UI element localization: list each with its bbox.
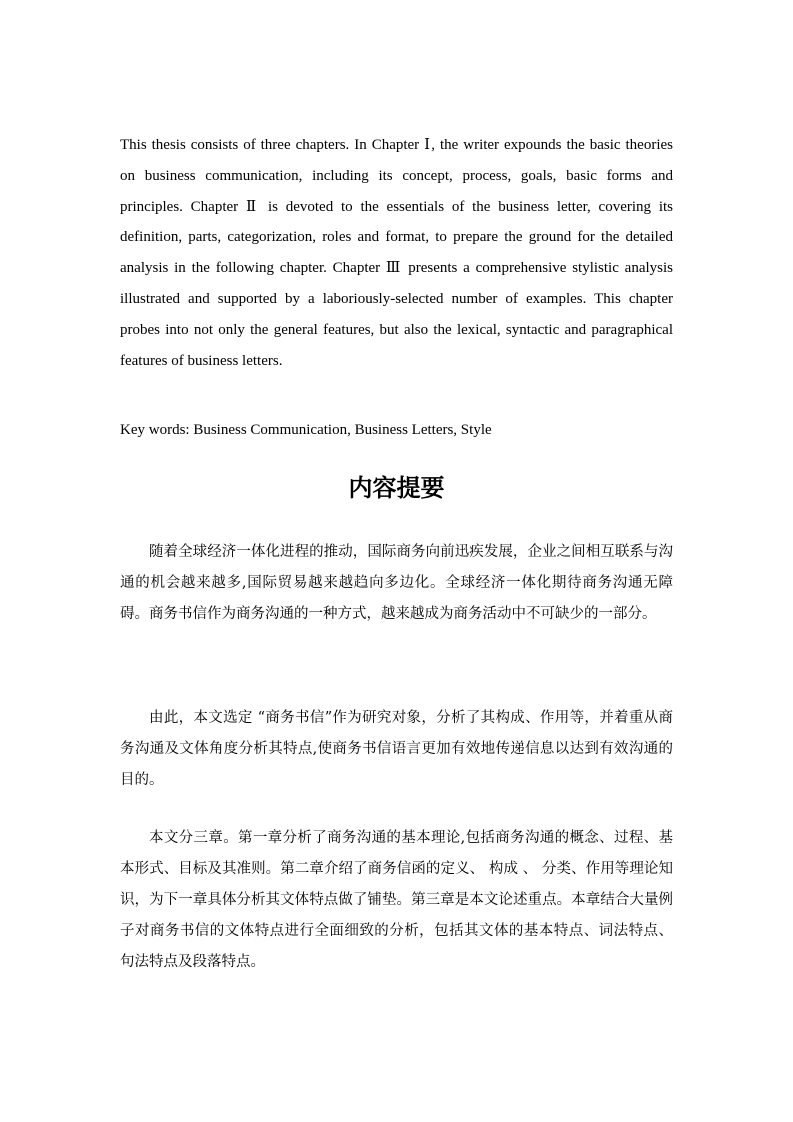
keywords-line: Key words: Business Communication, Business Letters, Style [120,422,492,438]
chinese-abstract-paragraph-2: 由此，本文选定 “商务书信”作为研究对象，分析了其构成、作用等，并着重从商务沟通及文体角度分析其特点,使商务书信语言更加有效地传递信息以达到有效沟通的目的。 [120,710,673,788]
chinese-abstract-paragraph-3: 本文分三章。第一章分析了商务沟通的基本理论,包括商务沟通的概念、过程、基本形式、目标及其准则。第二章介绍了商务信函的定义、 构成 、 分类、作用等理论知识，为下一章具体分析其文体特点做了铺垫。第三章是本文论述重点。本章结合大量例子对商务书信的文体特点进行全面细致的分析，包括其文体的基本特点、词法特点、 句法特点及段落特点。 [120,830,673,970]
chinese-abstract-title: 内容提要 [348,473,445,502]
english-abstract-paragraph: This thesis consists of three chapters. In Chapter Ⅰ, the writer expounds the basic theories on business communication, including its concept, process, goals, basic forms and principles. Chapter Ⅱ is devoted to the essentials of the business letter, covering its definition, parts, categorization, roles and format, to prepare the ground for the detailed analysis in the following chapter. Chapter Ⅲ presents a comprehensive stylistic analysis illustrated and supported by a laboriously-selected number of examples. This chapter probes into not only the general features, but also the lexical, syntactic and paragraphical features of business letters. [120,137,673,369]
chinese-abstract-paragraph-1: 随着全球经济一体化进程的推动，国际商务向前迅疾发展，企业之间相互联系与沟通的机会越来越多,国际贸易越来越趋向多边化。全球经济一体化期待商务沟通无障碍。商务书信作为商务沟通的一种方式，越来越成为商务活动中不可缺少的一部分。 [120,544,673,622]
